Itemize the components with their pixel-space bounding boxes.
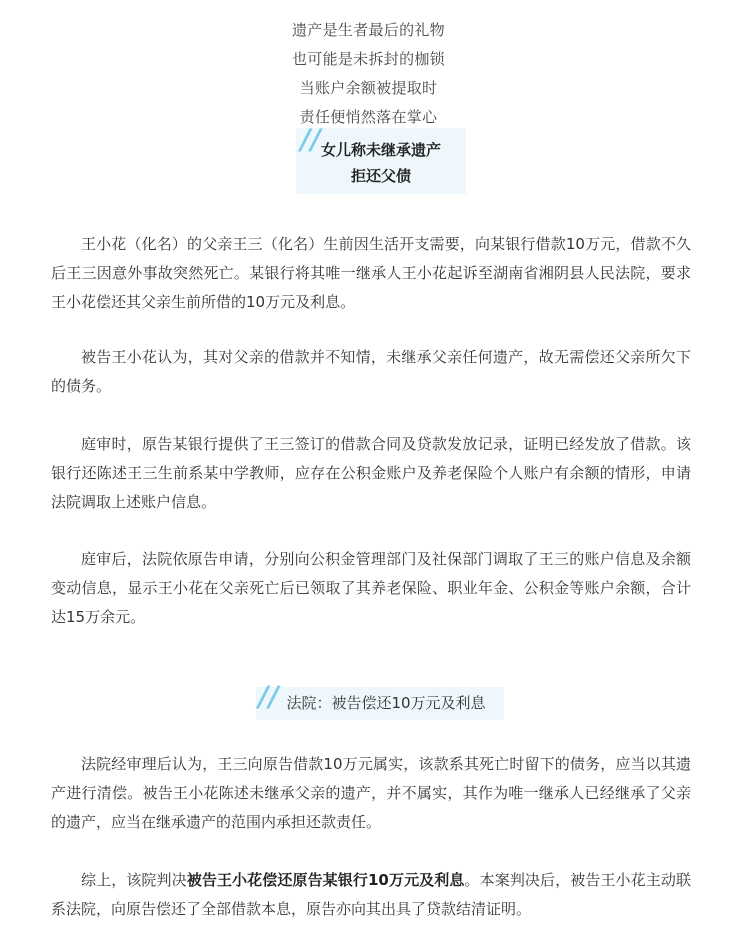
poem-line: 责任便悄然落在掌心	[299, 108, 438, 126]
intro-poem	[0, 16, 737, 132]
paragraph-background: 王小花（化名）的父亲王三（化名）生前因生活开支需要，向某银行借款10万元，借款不久后王三因意外事故突然死亡。某银行将其唯一继承人王小花起诉至湖南省湘阴县人民法院，要求王小花偿还其父亲生前所借的10万元及利息。	[51, 235, 691, 311]
poem-line: 也可能是未拆封的枷锁	[291, 50, 445, 68]
section-title-line: 女儿称未继承遗产	[320, 141, 441, 159]
paragraph-trial: 庭审时，原告某银行提供了王三签订的借款合同及贷款发放记录，证明已经发放了借款。该银行还陈述王三生前系某中学教师，应存在公积金账户及养老保险个人账户有余额的情形，申请法院调取上述账户信息。	[51, 435, 691, 511]
paragraph-defense: 被告王小花认为，其对父亲的借款并不知情，未继承父亲任何遗产，故无需偿还父亲所欠下的债务。	[51, 348, 691, 395]
judgment-text-pre: 综上，该院判决	[81, 871, 187, 889]
section-title: 法院：被告偿还10万元及利息	[286, 694, 486, 712]
section-heading-1	[296, 123, 466, 194]
judgment-highlight: 被告王小花偿还原告某银行10万元及利息	[186, 871, 465, 889]
judgment-text-post: 。本案判决后，被告王小花主动联系法院，向原告偿还了全部借款本息，原告亦向其出具了贷款结清证明。	[51, 871, 691, 918]
quote-mark-icon: //	[258, 680, 279, 713]
quote-mark-icon: //	[300, 123, 321, 156]
paragraph-investigation: 庭审后，法院依原告申请，分别向公积金管理部门及社保部门调取了王三的账户信息及余额变动信息，显示王小花在父亲死亡后已领取了其养老保险、职业年金、公积金等账户余额，合计达15万余元。	[51, 550, 691, 626]
section-heading-2	[256, 680, 504, 720]
section-title-line: 拒还父债	[350, 167, 411, 185]
poem-line: 遗产是生者最后的礼物	[291, 21, 445, 39]
paragraph-court-opinion: 法院经审理后认为，王三向原告借款10万元属实，该款系其死亡时留下的债务，应当以其遗产进行清偿。被告王小花陈述未继承父亲的遗产，并不属实，其作为唯一继承人已经继承了父亲的遗产，应当在继承遗产的范围内承担还款责任。	[51, 755, 691, 831]
poem-line: 当账户余额被提取时	[299, 79, 438, 97]
paragraph-judgment	[51, 866, 691, 924]
